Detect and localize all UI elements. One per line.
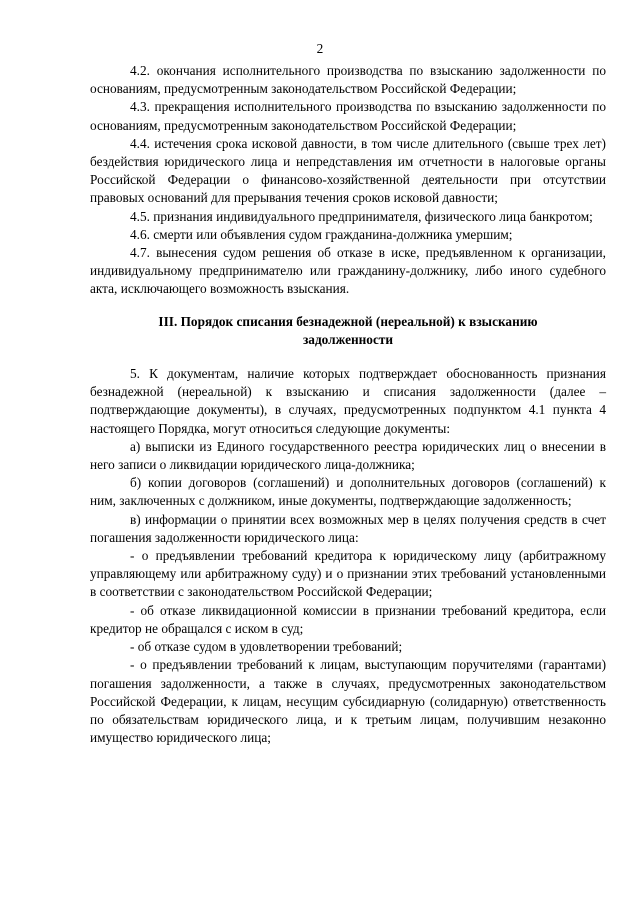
paragraph-4-7: 4.7. вынесения судом решения об отказе в иске, предъявленном к организации, индивидуальному предпринимателю или гражданину-должнику, либо иного судебного акта, исключающего возможность взыскания. [90,245,606,297]
list-item: - о предъявлении требований кредитора к юридическому лицу (арбитражному управляющему или арбитражному суду) и о признании этих требований установленными в соответствии с законодательством Российской Федерации; [90,548,606,600]
paragraph-4-5: 4.5. признания индивидуального предпринимателя, физического лица банкротом; [130,208,593,224]
document-body [90,62,606,747]
list-item: - об отказе судом в удовлетворении требований; [130,639,403,655]
paragraph-4-6: 4.6. смерти или объявления судом гражданина-должника умершим; [130,226,513,242]
section-heading [90,313,606,349]
list-item: - о предъявлении требований к лицам, выступающим поручителями (гарантами) погашения задолженности, а также в случаях, предусмотренных законодательством Российской Федерации, к лицам, несущим субсидиарную (солидарную) ответственность по обязательствам юридического лица, и к третьим лицам, получившим незаконно имущество юридического лица; [90,657,606,746]
paragraph-5-a: а) выписки из Единого государственного реестра юридических лиц о внесении в него записи о ликвидации юридического лица-должника; [90,438,606,473]
paragraph-4-4: 4.4. истечения срока исковой давности, в том числе длительного (свыше трех лет) бездействия юридического лица и непредставления им отчетности в налоговые органы Российской Федерации о финансово-хозяйственной деятельности при отсутствии правовых оснований для прерывания течения сроков исковой давности; [90,135,606,206]
list-item: - об отказе ликвидационной комиссии в признании требований кредитора, если кредитор не обращался с иском в суд; [90,602,606,636]
page-number: 2 [316,41,324,56]
paragraph-5-v: в) информации о принятии всех возможных мер в целях получения средств в счет погашения задолженности юридического лица: [90,511,606,545]
paragraph-5-b: б) копии договоров (соглашений) и дополнительных договоров (соглашений) к ним, заключенных с должником, иные документы, подтверждающие задолженность; [90,475,606,509]
section-heading-line-2: задолженности [302,331,394,347]
paragraph-5: 5. К документам, наличие которых подтверждает обоснованность признания безнадежной (нереальной) к взысканию и списания задолженности (далее – подтверждающие документы), в случаях, предусмотренных подпунктом 4.1 пункта 4 настоящего Порядка, могут относиться следующие документы: [90,366,606,436]
section-heading-line-1: III. Порядок списания безнадежной (нереальной) к взысканию [158,313,538,329]
paragraph-4-2: 4.2. окончания исполнительного производства по взысканию задолженности по основаниям, предусмотренным законодательством Российской Федерации; [90,63,606,97]
paragraph-4-3: 4.3. прекращения исполнительного производства по взысканию задолженности по основаниям, предусмотренным законодательством Российской Федерации; [90,99,606,133]
